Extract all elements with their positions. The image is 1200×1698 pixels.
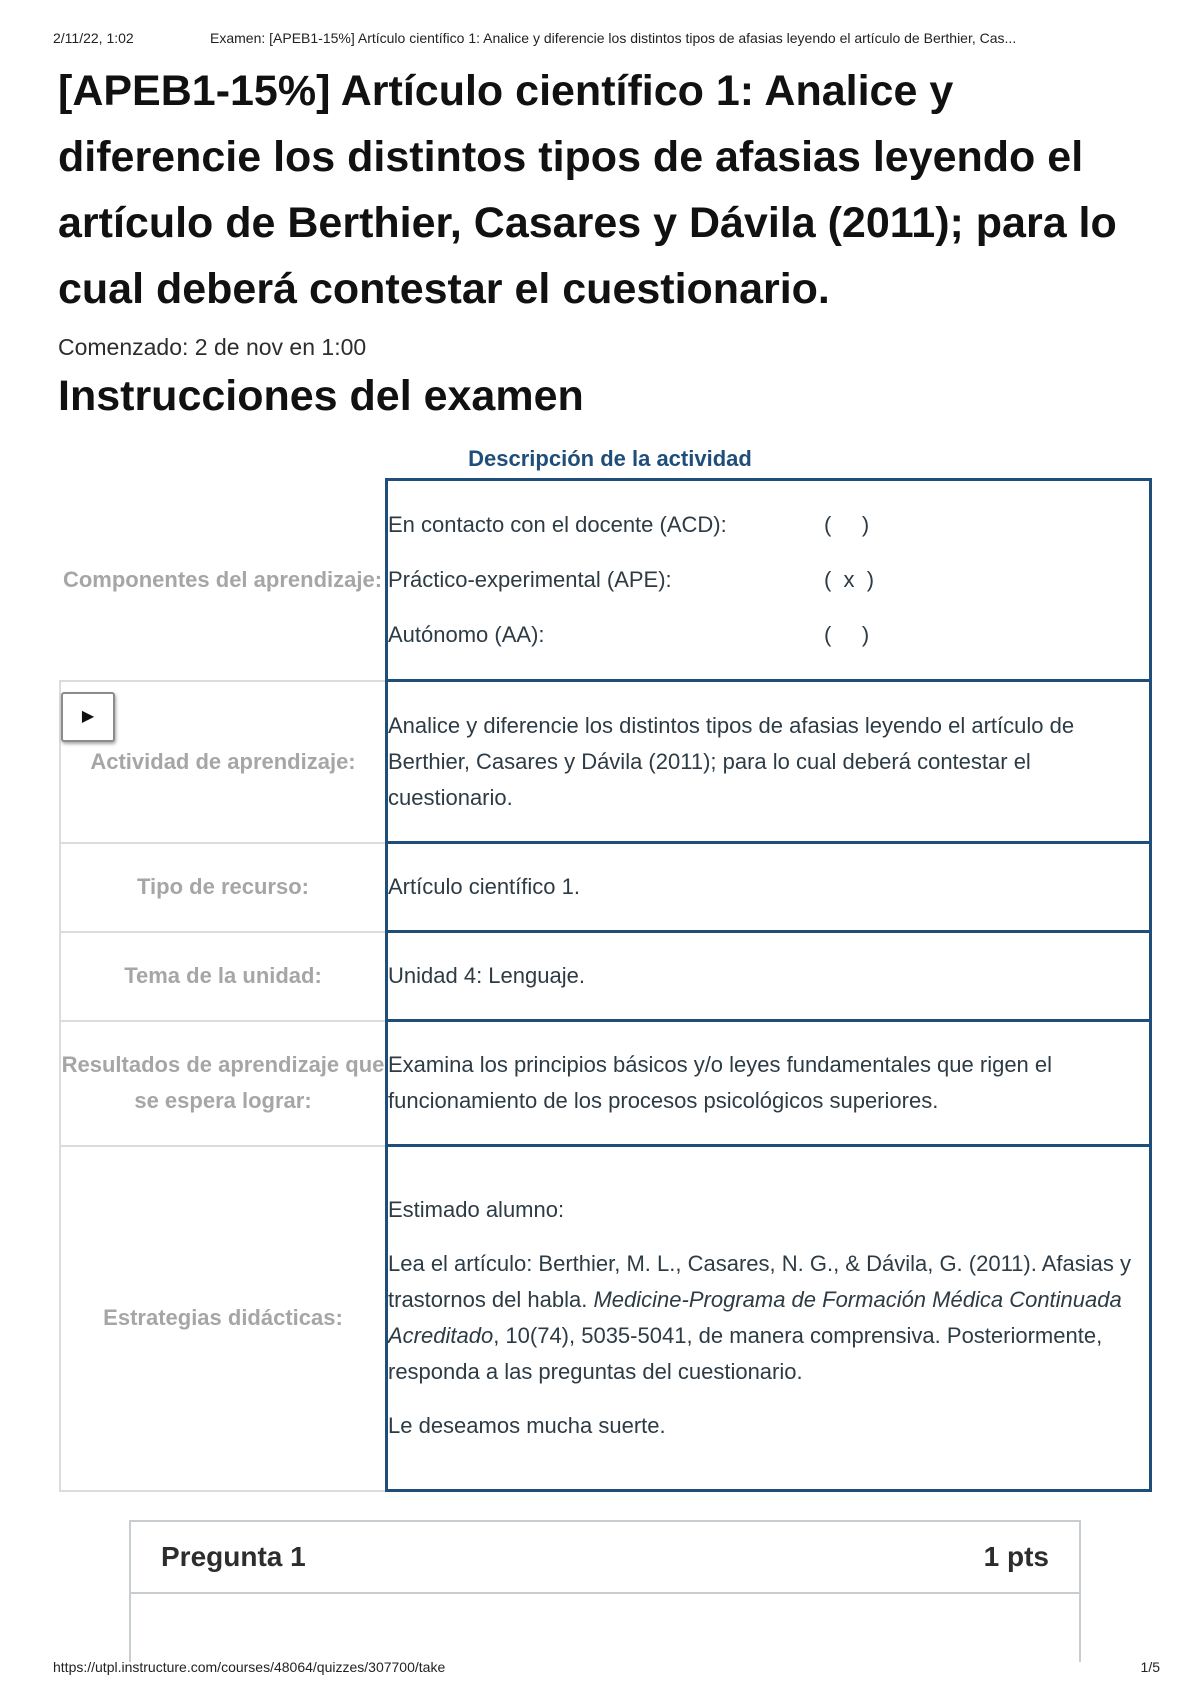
strategies-body-pre: Lea el artículo: Berthier, M. L., Casares, N. G., & Dávila, G. (2011). Afasias y trastornos del habla. xyxy=(388,1251,1132,1312)
component-name: Autónomo (AA): xyxy=(388,622,545,647)
question-points: 1 pts xyxy=(983,1541,1049,1572)
strategies-body xyxy=(388,1246,1149,1390)
component-name: En contacto con el docente (ACD): xyxy=(388,512,727,537)
unit-row xyxy=(60,932,1151,1021)
unit-label: Tema de la unidad: xyxy=(60,932,387,1021)
strategies-body-journal: Medicine-Programa de Formación Médica Continuada Acreditado xyxy=(388,1287,1122,1348)
resource-label: Tipo de recurso: xyxy=(60,843,387,932)
print-page-number: 1/5 xyxy=(1140,1659,1160,1675)
component-mark: ( x ) xyxy=(824,567,875,592)
print-date: 2/11/22, 1:02 xyxy=(53,30,134,46)
activity-row xyxy=(60,681,1151,843)
page-title: [APEB1-15%] Artículo científico 1: Analice y diferencie los distintos tipos de afasias leyendo el artículo de Berthier, Casares y Dávila (2011); para lo cual deberá contestar el cuestionario. xyxy=(58,67,1117,313)
strategies-body-post: , 10(74), 5035-5041, de manera comprensiva. Posteriormente, responda a las preguntas del cuestionario. xyxy=(388,1323,1103,1384)
strategies-greeting: Estimado alumno: xyxy=(388,1197,565,1222)
component-item xyxy=(388,608,1149,663)
results-value: Examina los principios básicos y/o leyes fundamentales que rigen el funcionamiento de los procesos psicológicos superiores. xyxy=(387,1021,1151,1146)
question-header xyxy=(131,1522,1079,1594)
strategies-label: Estrategias didácticas: xyxy=(60,1146,387,1491)
results-row xyxy=(60,1021,1151,1146)
activity-label-cell xyxy=(60,681,387,843)
components-label: Componentes del aprendizaje: xyxy=(62,566,383,592)
results-label: Resultados de aprendizaje que se espera lograr: xyxy=(60,1021,387,1146)
play-icon[interactable]: ▶ xyxy=(61,692,115,742)
activity-value: Analice y diferencie los distintos tipos de afasias leyendo el artículo de Berthier, Casares y Dávila (2011); para lo cual deberá contestar el cuestionario. xyxy=(387,681,1151,843)
strategies-closing: Le deseamos mucha suerte. xyxy=(388,1413,666,1438)
question-card xyxy=(129,1520,1081,1662)
unit-value: Unidad 4: Lenguaje. xyxy=(387,932,1151,1021)
started-time: Comenzado: 2 de nov en 1:00 xyxy=(58,334,367,360)
component-item xyxy=(388,553,1149,608)
resource-value: Artículo científico 1. xyxy=(387,843,1151,932)
print-footer xyxy=(53,1659,1160,1675)
activity-description-table xyxy=(59,478,1152,1492)
component-name: Práctico-experimental (APE): xyxy=(388,567,672,592)
component-mark: ( ) xyxy=(824,622,870,647)
instructions-heading: Instrucciones del examen xyxy=(58,372,584,420)
component-mark: ( ) xyxy=(824,512,870,537)
print-doc-title: Examen: [APEB1-15%] Artículo científico 1: Analice y diferencie los distintos tipos de afasias leyendo el artículo de Berthier, Cas... xyxy=(210,30,1017,46)
strategies-value xyxy=(387,1146,1151,1491)
resource-row xyxy=(60,843,1151,932)
component-item xyxy=(388,498,1149,553)
question-title: Pregunta 1 xyxy=(161,1541,306,1572)
print-url: https://utpl.instructure.com/courses/48064/quizzes/307700/take xyxy=(53,1659,446,1675)
activity-label: Actividad de aprendizaje: xyxy=(90,748,356,774)
strategies-row xyxy=(60,1146,1151,1491)
components-value xyxy=(387,480,1151,681)
activity-description-caption: Descripción de la actividad xyxy=(468,446,752,471)
components-row xyxy=(60,480,1151,681)
